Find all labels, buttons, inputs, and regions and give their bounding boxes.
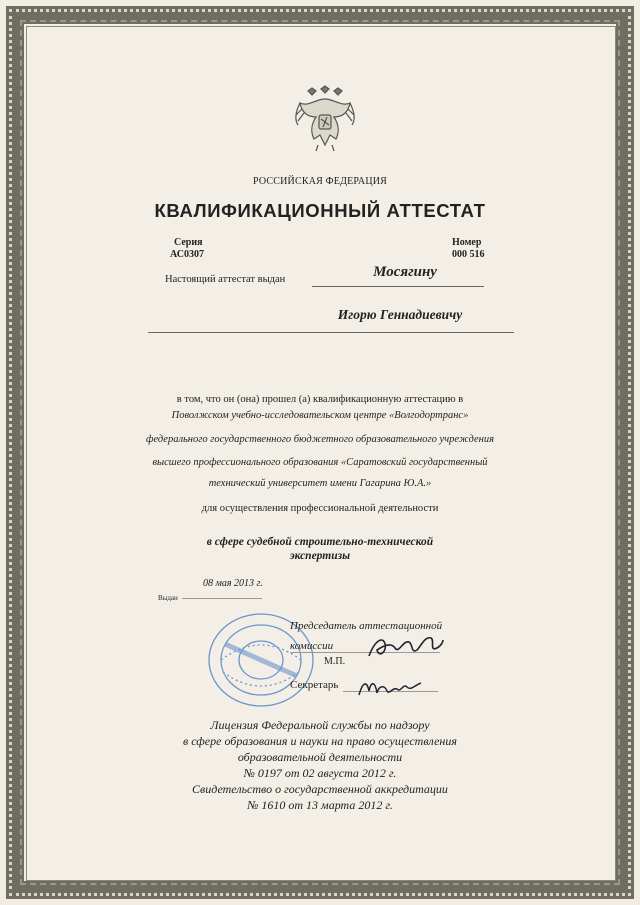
secretary-label: Секретарь <box>290 679 339 691</box>
license-line: образовательной деятельности <box>237 750 403 764</box>
license-number: № 0197 от 02 августа 2012 г. <box>243 766 397 780</box>
chair-label: Председатель аттестационной <box>290 620 443 632</box>
activity-sphere: экспертизы <box>289 550 351 562</box>
chair-signature-icon <box>365 632 445 662</box>
issued-label: Выдан <box>158 594 178 602</box>
body-line: федерального государственного бюджетного образовательного учреждения <box>145 434 494 445</box>
number-value: 000 516 <box>452 249 485 260</box>
body-line: для осуществления профессиональной деятельности <box>201 503 439 514</box>
date-underline <box>182 598 262 599</box>
license-line: в сфере образования и науки на право осуществления <box>183 734 457 748</box>
accreditation-number: № 1610 от 13 марта 2012 г. <box>247 798 393 812</box>
body-line: Поволжском учебно-исследовательском центре «Волгодортранс» <box>171 410 469 421</box>
surname-underline <box>312 286 484 287</box>
body-line: в том, что он (она) прошел (а) квалификационную аттестацию в <box>176 394 464 405</box>
recipient-name: Игорю Геннадиевичу <box>337 307 463 322</box>
double-headed-eagle-emblem-icon <box>290 85 360 155</box>
activity-sphere: в сфере судебной строительно-технической <box>206 536 434 548</box>
issued-to-label: Настоящий аттестат выдан <box>165 274 286 285</box>
body-line: высшего профессионального образования «Саратовский государственный <box>152 457 488 468</box>
secretary-signature-icon <box>355 675 425 700</box>
series-label: Серия <box>174 237 203 248</box>
accreditation-line: Свидетельство о государственной аккредитации <box>192 782 448 796</box>
series-value: АС0307 <box>170 249 204 260</box>
commission-label: комиссии <box>290 640 334 652</box>
body-line: технический университет имени Гагарина Ю.А.» <box>208 478 432 489</box>
recipient-surname: Мосягину <box>373 264 437 280</box>
issue-date: 08 мая 2013 г. <box>203 578 263 589</box>
federation-label: РОССИЙСКАЯ ФЕДЕРАЦИЯ <box>252 176 388 187</box>
seal-place-label: М.П. <box>324 656 346 667</box>
document-title: КВАЛИФИКАЦИОННЫЙ АТТЕСТАТ <box>154 200 486 221</box>
license-line: Лицензия Федеральной службы по надзору <box>210 718 430 732</box>
number-label: Номер <box>452 237 482 248</box>
name-underline <box>148 332 514 333</box>
